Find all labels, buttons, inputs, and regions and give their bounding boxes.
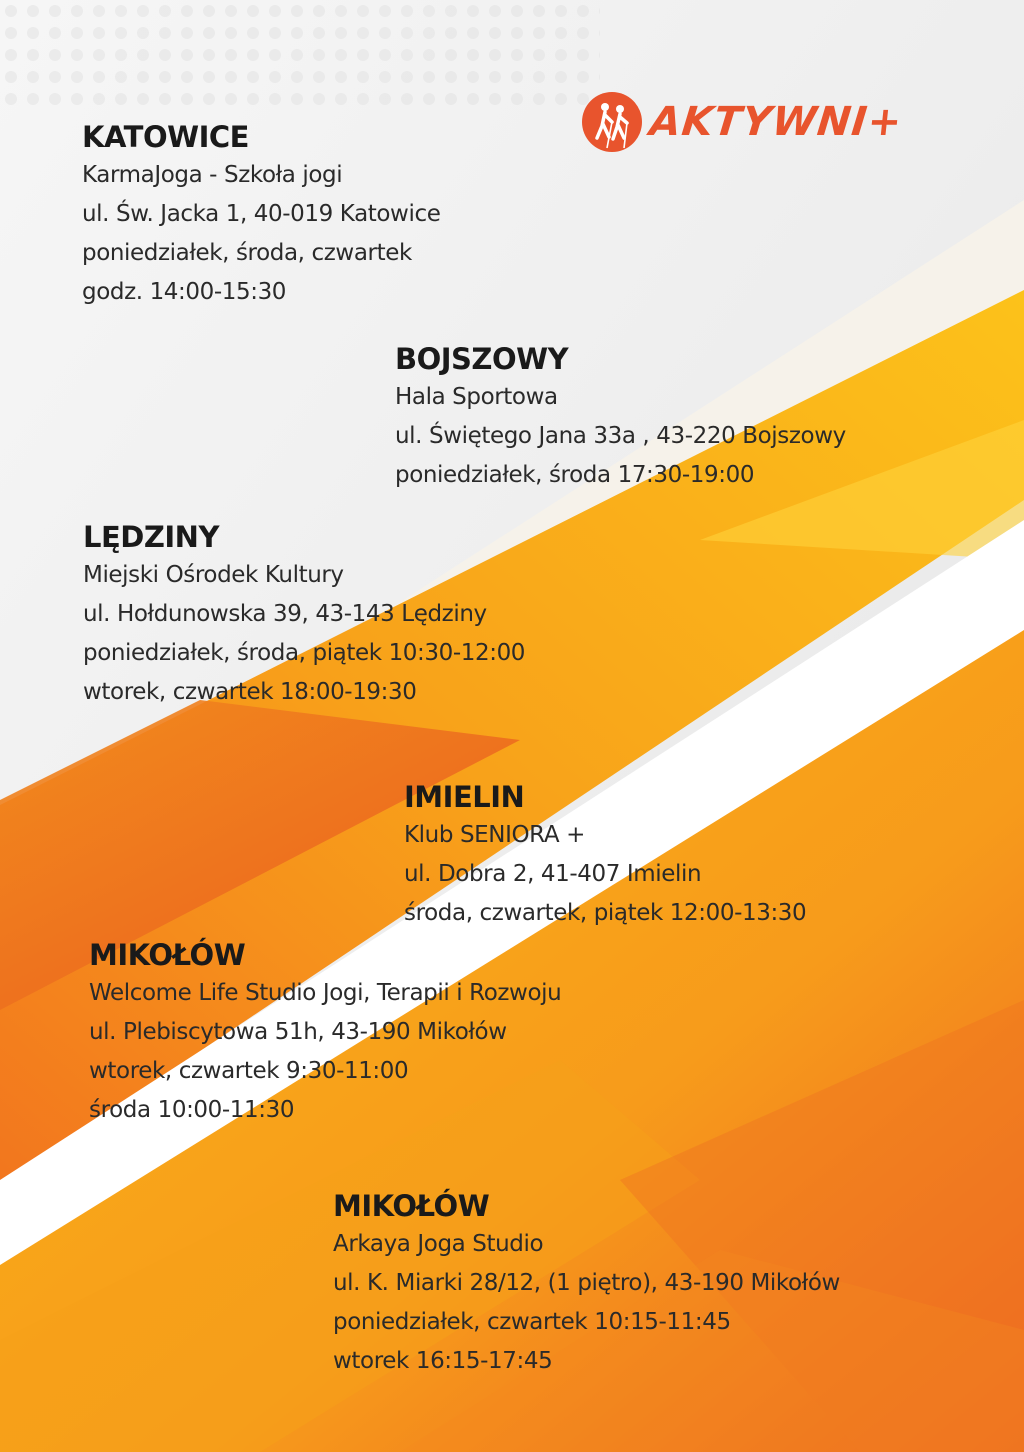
brand-name: AKTYWNI+ [647,99,905,145]
schedule: poniedziałek, środa, piątek 10:30-12:00 [83,640,526,666]
city-name: LĘDZINY [83,520,219,554]
address: ul. Hołdunowska 39, 43-143 Lędziny [83,601,487,627]
venue-name: Klub SENIORA + [404,822,585,848]
location-imielin [404,778,806,933]
address: ul. K. Miarki 28/12, (1 piętro), 43-190 Mikołów [333,1270,840,1296]
schedule: wtorek, czwartek 18:00-19:30 [83,679,417,705]
city-name: IMIELIN [404,780,525,814]
location-ledziny [83,518,525,712]
city-name: MIKOŁÓW [333,1189,490,1223]
schedule: poniedziałek, środa 17:30-19:00 [395,462,755,488]
address: ul. Św. Jacka 1, 40-019 Katowice [82,201,441,227]
venue-name: Arkaya Joga Studio [333,1231,544,1257]
venue-name: KarmaJoga - Szkoła jogi [82,162,343,188]
address: ul. Świętego Jana 33a , 43-220 Bojszowy [395,423,846,449]
location-katowice [82,118,440,312]
venue-name: Miejski Ośrodek Kultury [83,562,344,588]
aktywni-logo [580,86,905,158]
address: ul. Plebiscytowa 51h, 43-190 Mikołów [89,1019,507,1045]
city-name: MIKOŁÓW [89,938,246,972]
location-mikolow-welcome-life [89,936,561,1130]
schedule: środa 10:00-11:30 [89,1097,295,1123]
venue-name: Hala Sportowa [395,384,558,410]
schedule: wtorek 16:15-17:45 [333,1348,553,1374]
schedule-days: poniedziałek, środa, czwartek [82,240,412,266]
nordic-walking-icon [580,90,644,154]
schedule-hours: godz. 14:00-15:30 [82,279,287,305]
city-name: BOJSZOWY [395,342,569,376]
city-name: KATOWICE [82,120,249,154]
schedule: wtorek, czwartek 9:30-11:00 [89,1058,409,1084]
venue-name: Welcome Life Studio Jogi, Terapii i Rozwoju [89,980,562,1006]
address: ul. Dobra 2, 41-407 Imielin [404,861,702,887]
schedule: środa, czwartek, piątek 12:00-13:30 [404,900,807,926]
schedule: poniedziałek, czwartek 10:15-11:45 [333,1309,731,1335]
location-mikolow-arkaya [333,1187,840,1381]
location-bojszowy [395,340,846,495]
